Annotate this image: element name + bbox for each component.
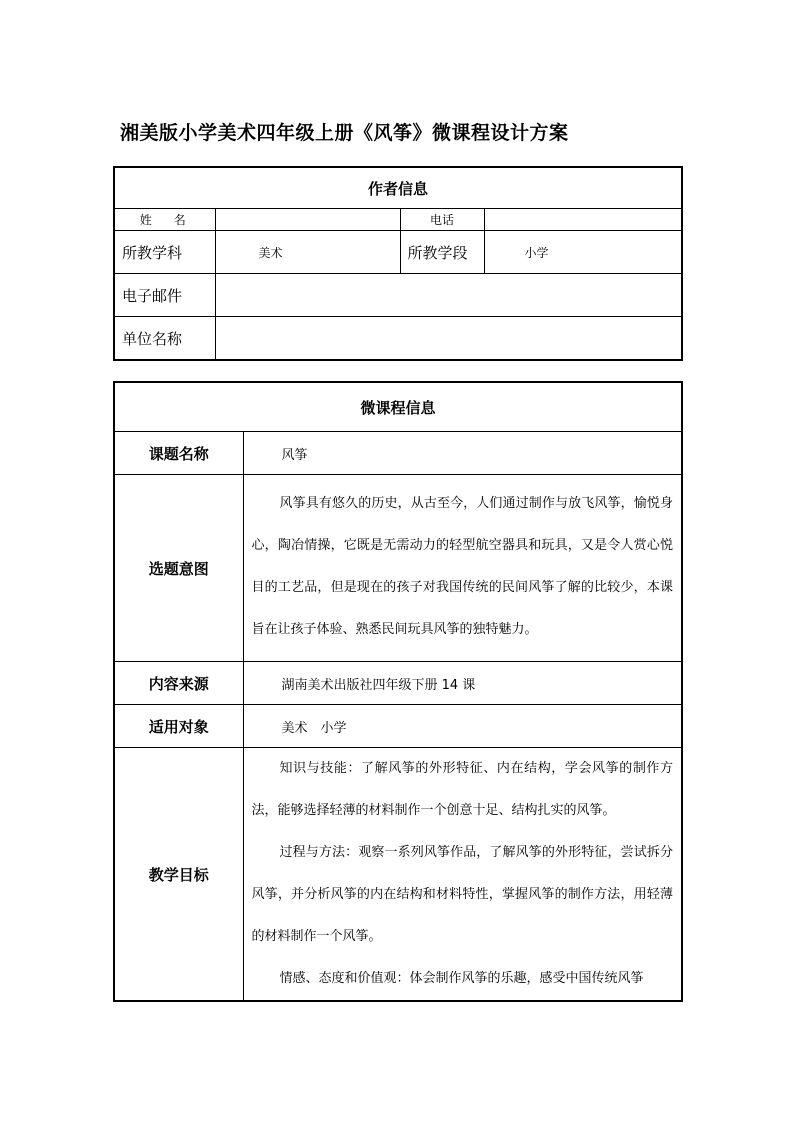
subject-label: 所教学科 bbox=[114, 231, 215, 274]
course-info-heading: 微课程信息 bbox=[114, 382, 682, 432]
audience-label: 适用对象 bbox=[114, 705, 243, 748]
topic-value: 风筝 bbox=[243, 432, 682, 475]
intent-text: 风筝具有悠久的历史，从古至今，人们通过制作与放飞风筝，愉悦身心，陶冶情操，它既是无需动力的轻型航空器具和玩具，又是令人赏心悦目的工艺品，但是现在的孩子对我国传统的民间风筝了解的比较少，本课旨在让孩子体验、熟悉民间玩具风筝的独特魅力。 bbox=[251, 496, 674, 637]
email-value bbox=[215, 274, 682, 317]
goal-label: 教学目标 bbox=[114, 748, 243, 1002]
goal-process: 过程与方法：观察一系列风筝作品，了解风筝的外形特征，尝试拆分风筝，并分析风筝的内在结构和材料特性，掌握风筝的制作方法，用轻薄的材料制作一个风筝。 bbox=[251, 845, 674, 944]
audience-value: 美术 小学 bbox=[243, 705, 682, 748]
stage-value: 小学 bbox=[484, 231, 682, 274]
intent-cell bbox=[243, 475, 682, 662]
intent-label: 选题意图 bbox=[114, 475, 243, 662]
source-value: 湖南美术出版社四年级下册 14 课 bbox=[243, 662, 682, 705]
source-label: 内容来源 bbox=[114, 662, 243, 705]
goal-knowledge: 知识与技能：了解风筝的外形特征、内在结构，学会风筝的制作方法，能够选择轻薄的材料制作一个创意十足、结构扎实的风筝。 bbox=[251, 761, 674, 818]
name-label: 姓名 bbox=[114, 209, 215, 231]
phone-value bbox=[484, 209, 682, 231]
goal-cell bbox=[243, 748, 682, 1002]
org-label: 单位名称 bbox=[114, 317, 215, 361]
stage-label: 所教学段 bbox=[400, 231, 484, 274]
goal-attitude: 情感、态度和价值观：体会制作风筝的乐趣，感受中国传统风筝 bbox=[279, 971, 644, 986]
document-title: 湘美版小学美术四年级上册《风筝》微课程设计方案 bbox=[120, 122, 569, 144]
subject-value: 美术 bbox=[215, 231, 400, 274]
phone-label: 电话 bbox=[400, 209, 484, 231]
course-info-table bbox=[113, 381, 683, 1002]
org-value bbox=[215, 317, 682, 361]
author-info-heading: 作者信息 bbox=[114, 167, 682, 209]
topic-label: 课题名称 bbox=[114, 432, 243, 475]
name-value bbox=[215, 209, 400, 231]
email-label: 电子邮件 bbox=[114, 274, 215, 317]
author-info-table bbox=[113, 166, 683, 361]
